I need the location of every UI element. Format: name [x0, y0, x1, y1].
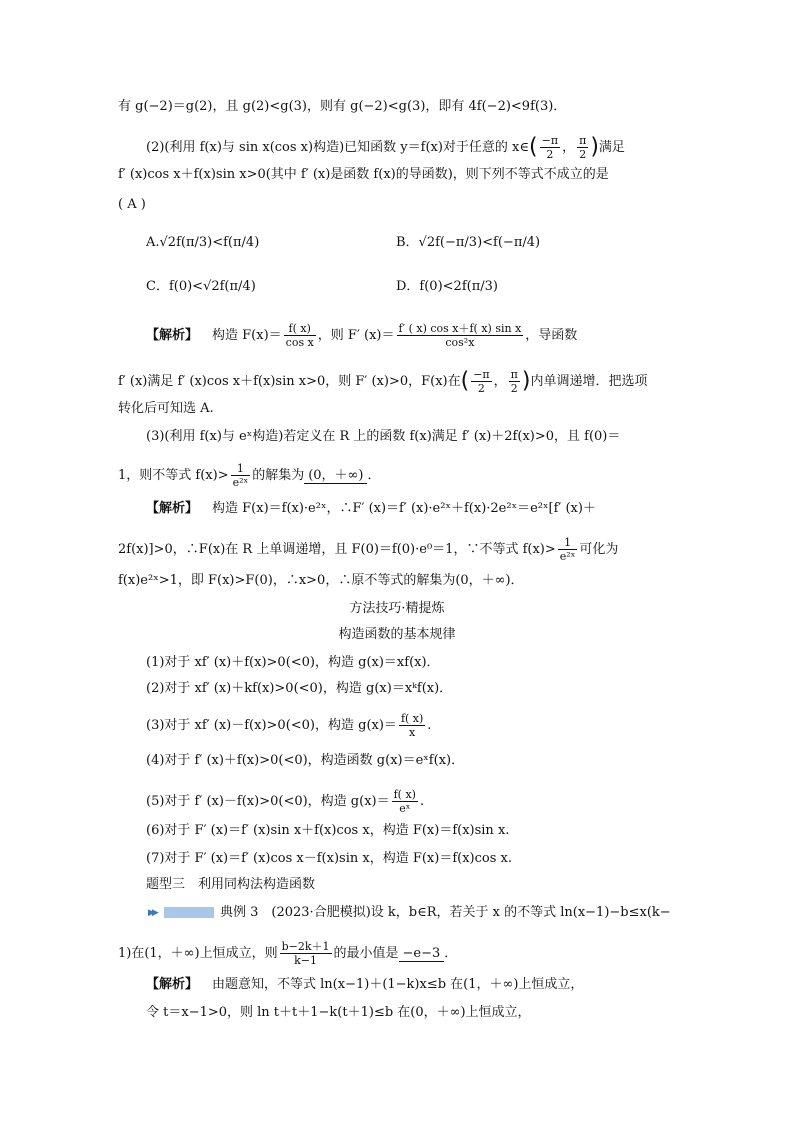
text-span: 内单调递增．把选项: [530, 374, 648, 389]
fraction: $\frac{1}{\text{e²ˣ}}$: [559, 536, 576, 563]
text-span: f′ (x)满足 f′ (x)cos x＋f(x)sin x>0，则 F′ (x)>0，F(x)在: [118, 374, 461, 389]
answer-choice: ( A ): [118, 197, 146, 212]
text-span: 构造 F(x)＝: [212, 328, 282, 343]
question-2: (2)(利用 f(x)与 sin x(cos x)构造)已知函数 y＝f(x)对于任意的 x∈( $\frac{-\pi}{2}$ ， $\frac{\pi}{2}$ )满足: [146, 134, 625, 161]
text-span: (2)(利用 f(x)与 sin x(cos x)构造)已知函数 y＝f(x)对于任意的 x∈: [146, 140, 530, 155]
fraction: $\frac{\text{f′ ( x) cos x＋f( x) sin x}}{\text{cos²x}}$: [398, 322, 522, 349]
text-span: ，则 F′ (x)＝: [317, 328, 395, 343]
type-heading: 题型三 利用同构法构造函数: [146, 877, 316, 892]
option-c: C．f(0)<√2f(π/4): [146, 279, 256, 294]
section-subheading: 构造函数的基本规律: [338, 627, 456, 642]
example-3: [164, 904, 671, 922]
fraction: $\frac{f( x)}{\text{eˣ}}$: [393, 788, 416, 815]
rule-3: (3)对于 xf′ (x)－f(x)>0(<0)，构造 g(x)＝ $\frac{f( x)}{x}$ .: [146, 712, 432, 739]
solution-3-cont: [118, 536, 618, 563]
rule-4: (4)对于 f′ (x)＋f(x)>0(<0)，构造函数 g(x)＝eˣf(x)．: [146, 753, 465, 768]
fraction: $\frac{f( x)}{\text{cos x}}$: [285, 322, 314, 349]
bracket-close: ): [590, 134, 599, 160]
text-span: 可化为: [579, 542, 619, 557]
bracket-open: (: [529, 134, 538, 160]
text-span: 满足: [598, 140, 625, 155]
rule-7: (7)对于 F′ (x)＝f′ (x)cos x－f(x)sin x，构造 F(x)＝f(x)cos x.: [146, 851, 512, 866]
answer-blank: (0，＋∞): [304, 468, 367, 484]
text-span: 的解集为: [252, 468, 305, 483]
fraction: $\frac{\pi}{2}$: [579, 134, 587, 161]
fraction: $\frac{f( x)}{x}$: [400, 712, 424, 739]
solution-2: f′ (x)满足 f′ (x)cos x＋f(x)sin x>0，则 F′ (x)>0，F(x)在( $\frac{-\pi}{2}$ ， $\frac{\pi}{2}$ )内单调递增．把选项: [118, 368, 648, 395]
example-3-cont: 1)在(1，＋∞)上恒成立，则 $\frac{b-2k+1}{k-1}$ 的最小值是 −e−3 ．: [118, 940, 458, 967]
fraction: $\frac{b-2k+1}{k-1}$: [281, 940, 330, 967]
solution-4: 【解析】 由题意知，不等式 ln(x−1)＋(1−k)x≤b 在(1，＋∞)上恒成立，: [146, 977, 584, 992]
rule-1: (1)对于 xf′ (x)＋f(x)>0(<0)，构造 g(x)＝xf(x)．: [146, 655, 440, 670]
fraction: $\frac{-\pi}{2}$: [541, 134, 559, 161]
fraction: $\frac{1}{\text{e²ˣ}}$: [232, 462, 249, 489]
rule-5: (5)对于 f′ (x)－f(x)>0(<0)，构造 g(x)＝ $\frac{f( x)}{\text{eˣ}}$ .: [146, 788, 425, 815]
jiexi-label: 【解析】: [146, 328, 199, 343]
rule-6: (6)对于 F′ (x)＝f′ (x)sin x＋f(x)cos x，构造 F(x)＝f(x)sin x.: [146, 823, 510, 838]
text-span: 构造 F(x)＝f(x)·e²ˣ，∴F′ (x)＝f′ (x)·e²ˣ＋f(x)·2e²ˣ＝e²ˣ[f′ (x)＋: [212, 501, 596, 516]
text-line: 有 g(−2)＝g(2)，且 g(2)<g(3)，则有 g(−2)<g(3)，即有 4f(−2)<9f(3)．: [118, 99, 567, 114]
question-3: (3)(利用 f(x)与 eˣ构造)若定义在 R 上的函数 f(x)满足 f′ (x)＋2f(x)>0，且 f(0)＝: [146, 429, 621, 444]
solution-1: [146, 322, 577, 349]
option-a: A.√2f(π/3)<f(π/4): [146, 235, 260, 250]
answer-blank: −e−3: [399, 946, 445, 962]
text-line: 令 t＝x−1>0，则 ln t＋t＋1−k(t＋1)≤b 在(0，＋∞)上恒成立，: [146, 1005, 531, 1020]
text-span: 1，则不等式 f(x)>: [118, 468, 229, 483]
text-line: f′ (x)cos x＋f(x)sin x>0(其中 f′ (x)是函数 f(x)的导函数)，则下列不等式不成立的是: [118, 167, 609, 182]
solution-3: [146, 500, 596, 518]
option-b: B．√2f(−π/3)<f(−π/4): [396, 235, 541, 250]
section-heading: 方法技巧·精提炼: [349, 601, 445, 616]
rule-2: (2)对于 xf′ (x)＋kf(x)>0(<0)，构造 g(x)＝xᵏf(x)．: [146, 681, 453, 696]
example-tag-icon: [164, 907, 214, 918]
jiexi-label: 【解析】: [146, 501, 199, 516]
jiexi-label: 【解析】: [146, 977, 199, 992]
question-3-cont: 1，则不等式 f(x)> $\frac{1}{\text{e²ˣ}}$ 的解集为 (0，＋∞) ．: [118, 462, 381, 489]
text-span: 典例 3 (2023·合肥模拟)设 k，b∈R，若关于 x 的不等式 ln(x−1)−b≤x(k−: [220, 905, 671, 920]
text-span: ，导函数: [525, 328, 578, 343]
text-line: 转化后可知选 A.: [118, 401, 214, 416]
text-span: 2f(x)]>0，∴F(x)在 R 上单调递增，且 F(0)＝f(0)·e⁰＝1，∵不等式 f(x)>: [118, 542, 556, 557]
text-line: f(x)e²ˣ>1，即 F(x)>F(0)，∴x>0，∴原不等式的解集为(0，＋∞)．: [118, 573, 524, 588]
option-d: D．f(0)<2f(π/3): [396, 279, 498, 294]
